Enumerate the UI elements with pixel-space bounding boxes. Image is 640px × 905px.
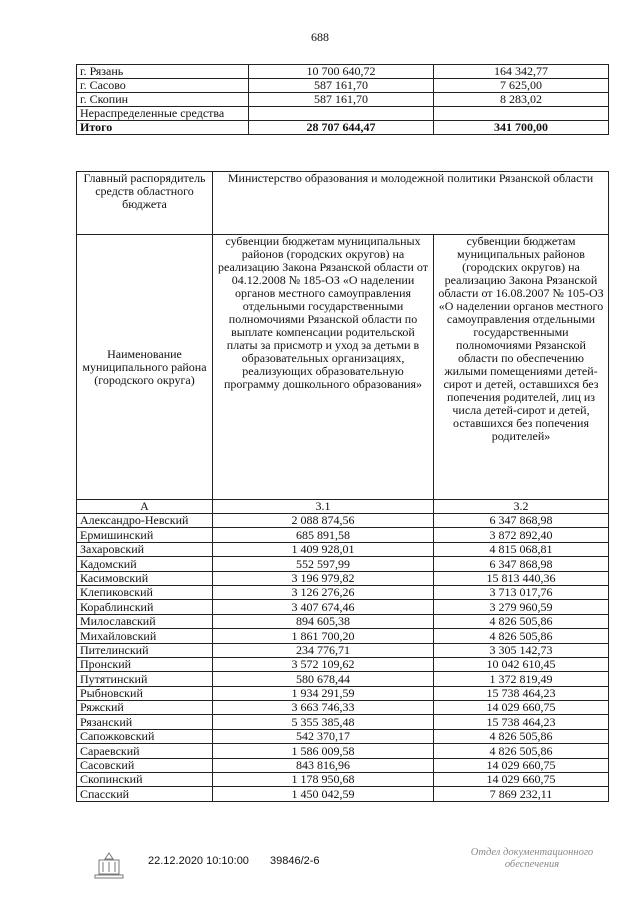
table-row: [77, 614, 609, 628]
amount-3-1: 3 126 276,26: [213, 585, 434, 599]
amount-3-1: 3 572 109,62: [213, 657, 434, 671]
amount-3-1: 1 861 700,20: [213, 629, 434, 643]
amount-3-2: 14 029 660,75: [434, 758, 609, 772]
table-row: [77, 686, 609, 700]
table-row: [77, 79, 609, 93]
district-name: Ермишинский: [77, 528, 213, 542]
district-name: Кадомский: [77, 557, 213, 571]
amount-3-2: 15 738 464,23: [434, 715, 609, 729]
table-row: [77, 65, 609, 79]
page-number: 688: [311, 30, 329, 44]
amount-col-2: 7 625,00: [434, 79, 609, 93]
column-codes-row: [77, 500, 609, 514]
district-name: Касимовский: [77, 571, 213, 585]
table-row: [77, 528, 609, 542]
footer-doc-number: 39846/2-6: [270, 855, 320, 867]
amount-3-1: 685 891,58: [213, 528, 434, 542]
district-name: Сапожковский: [77, 729, 213, 743]
district-name: Кораблинский: [77, 600, 213, 614]
table-row: [77, 672, 609, 686]
top-summary-table: [76, 64, 609, 135]
table-row: [77, 107, 609, 121]
table-row: [77, 729, 609, 743]
ministry-name: Министерство образования и молодежной политики Рязанской области: [213, 172, 609, 235]
municipality-name: Нераспределенные средства: [77, 107, 249, 121]
amount-col-2: [434, 107, 609, 121]
district-name: Скопинский: [77, 773, 213, 787]
amount-3-1: 3 663 746,33: [213, 701, 434, 715]
amount-col-2: 164 342,77: [434, 65, 609, 79]
table-row: [77, 643, 609, 657]
amount-3-1: 1 934 291,59: [213, 686, 434, 700]
district-name: Милославский: [77, 614, 213, 628]
amount-3-2: 3 713 017,76: [434, 585, 609, 599]
amount-3-2: 15 738 464,23: [434, 686, 609, 700]
amount-col-1: 587 161,70: [249, 93, 434, 107]
table-row: [77, 585, 609, 599]
table-row: [77, 514, 609, 528]
district-name: Александро-Невский: [77, 514, 213, 528]
amount-col-1: 10 700 640,72: [249, 65, 434, 79]
district-name: Ряжский: [77, 701, 213, 715]
code-3-2: 3.2: [434, 500, 609, 514]
municipality-name: г. Сасово: [77, 79, 249, 93]
district-name: Захаровский: [77, 542, 213, 556]
header-row-distributor: [77, 172, 609, 235]
distributor-label: Главный распорядитель средств областного бюджета: [77, 172, 213, 235]
amount-3-2: 1 372 819,49: [434, 672, 609, 686]
code-a: А: [77, 500, 213, 514]
amount-3-1: 1 450 042,59: [213, 787, 434, 801]
table-row: [77, 542, 609, 556]
amount-col-2: 8 283,02: [434, 93, 609, 107]
district-name: Путятинский: [77, 672, 213, 686]
footer-date: 22.12.2020 10:10:00: [148, 855, 249, 867]
table-row: [77, 629, 609, 643]
amount-3-1: 1 586 009,58: [213, 744, 434, 758]
amount-3-1: 234 776,71: [213, 643, 434, 657]
total-col-1: 28 707 644,47: [249, 121, 434, 135]
district-name: Пителинский: [77, 643, 213, 657]
amount-3-1: 3 407 674,46: [213, 600, 434, 614]
amount-3-1: 894 605,38: [213, 614, 434, 628]
district-name: Пронский: [77, 657, 213, 671]
table-row: [77, 701, 609, 715]
amount-3-2: 15 813 440,36: [434, 571, 609, 585]
amount-3-2: 6 347 868,98: [434, 557, 609, 571]
district-name: Сасовский: [77, 758, 213, 772]
table-row: [77, 773, 609, 787]
emblem-icon: [91, 851, 127, 881]
total-row: [77, 121, 609, 135]
amount-3-1: 552 597,99: [213, 557, 434, 571]
amount-3-2: 4 826 505,86: [434, 629, 609, 643]
district-name: Михайловский: [77, 629, 213, 643]
municipality-header: Наименование муниципального района (городского округа): [77, 235, 213, 500]
amount-3-2: 4 826 505,86: [434, 614, 609, 628]
amount-3-2: 4 815 068,81: [434, 542, 609, 556]
subsidies-table: [76, 171, 609, 802]
district-name: Рязанский: [77, 715, 213, 729]
column-3-1-description: субвенции бюджетам муниципальных районов (городских округов) на реализацию Закона Рязанской области от 04.12.2008 № 185-ОЗ «О наделении органов местного самоуправления отдельными государственными полномочиями Рязанской области по выплате компенсации родительской платы за присмотр и уход за детьми в образовательных организациях, реализующих образовательную программу дошкольного образования»: [213, 235, 434, 500]
table-row: [77, 557, 609, 571]
district-name: Сараевский: [77, 744, 213, 758]
department-stamp: Отдел документационного обеспечения: [470, 847, 594, 870]
amount-3-2: 3 305 142,73: [434, 643, 609, 657]
amount-3-1: 542 370,17: [213, 729, 434, 743]
amount-3-1: 5 355 385,48: [213, 715, 434, 729]
district-name: Спасский: [77, 787, 213, 801]
amount-3-2: 10 042 610,45: [434, 657, 609, 671]
amount-3-2: 6 347 868,98: [434, 514, 609, 528]
footer: [0, 847, 640, 893]
municipality-name: г. Рязань: [77, 65, 249, 79]
amount-3-2: 4 826 505,86: [434, 729, 609, 743]
total-col-2: 341 700,00: [434, 121, 609, 135]
amount-col-1: [249, 107, 434, 121]
table-row: [77, 787, 609, 801]
table-row: [77, 744, 609, 758]
amount-3-1: 1 178 950,68: [213, 773, 434, 787]
table-row: [77, 657, 609, 671]
amount-3-1: 1 409 928,01: [213, 542, 434, 556]
header-row-descriptions: [77, 235, 609, 500]
amount-3-2: 7 869 232,11: [434, 787, 609, 801]
amount-3-1: 580 678,44: [213, 672, 434, 686]
table-row: [77, 715, 609, 729]
amount-col-1: 587 161,70: [249, 79, 434, 93]
column-3-2-description: субвенции бюджетам муниципальных районов (городских округов) на реализацию Закона Рязанской области от 16.08.2007 № 105-ОЗ «О наделении органов местного самоуправления отдельными государственными полномочиями Рязанской области по обеспечению жилыми помещениями детей-сирот и детей, оставшихся без попечения родителей, лиц из числа детей-сирот и детей, оставшихся без попечения родителей»: [434, 235, 609, 500]
municipality-name: г. Скопин: [77, 93, 249, 107]
district-name: Клепиковский: [77, 585, 213, 599]
amount-3-1: 2 088 874,56: [213, 514, 434, 528]
amount-3-2: 14 029 660,75: [434, 773, 609, 787]
table-row: [77, 571, 609, 585]
amount-3-2: 4 826 505,86: [434, 744, 609, 758]
amount-3-2: 3 872 892,40: [434, 528, 609, 542]
amount-3-1: 3 196 979,82: [213, 571, 434, 585]
total-label: Итого: [77, 121, 249, 135]
table-row: [77, 758, 609, 772]
amount-3-2: 3 279 960,59: [434, 600, 609, 614]
amount-3-1: 843 816,96: [213, 758, 434, 772]
table-row: [77, 600, 609, 614]
code-3-1: 3.1: [213, 500, 434, 514]
amount-3-2: 14 029 660,75: [434, 701, 609, 715]
district-name: Рыбновский: [77, 686, 213, 700]
table-row: [77, 93, 609, 107]
